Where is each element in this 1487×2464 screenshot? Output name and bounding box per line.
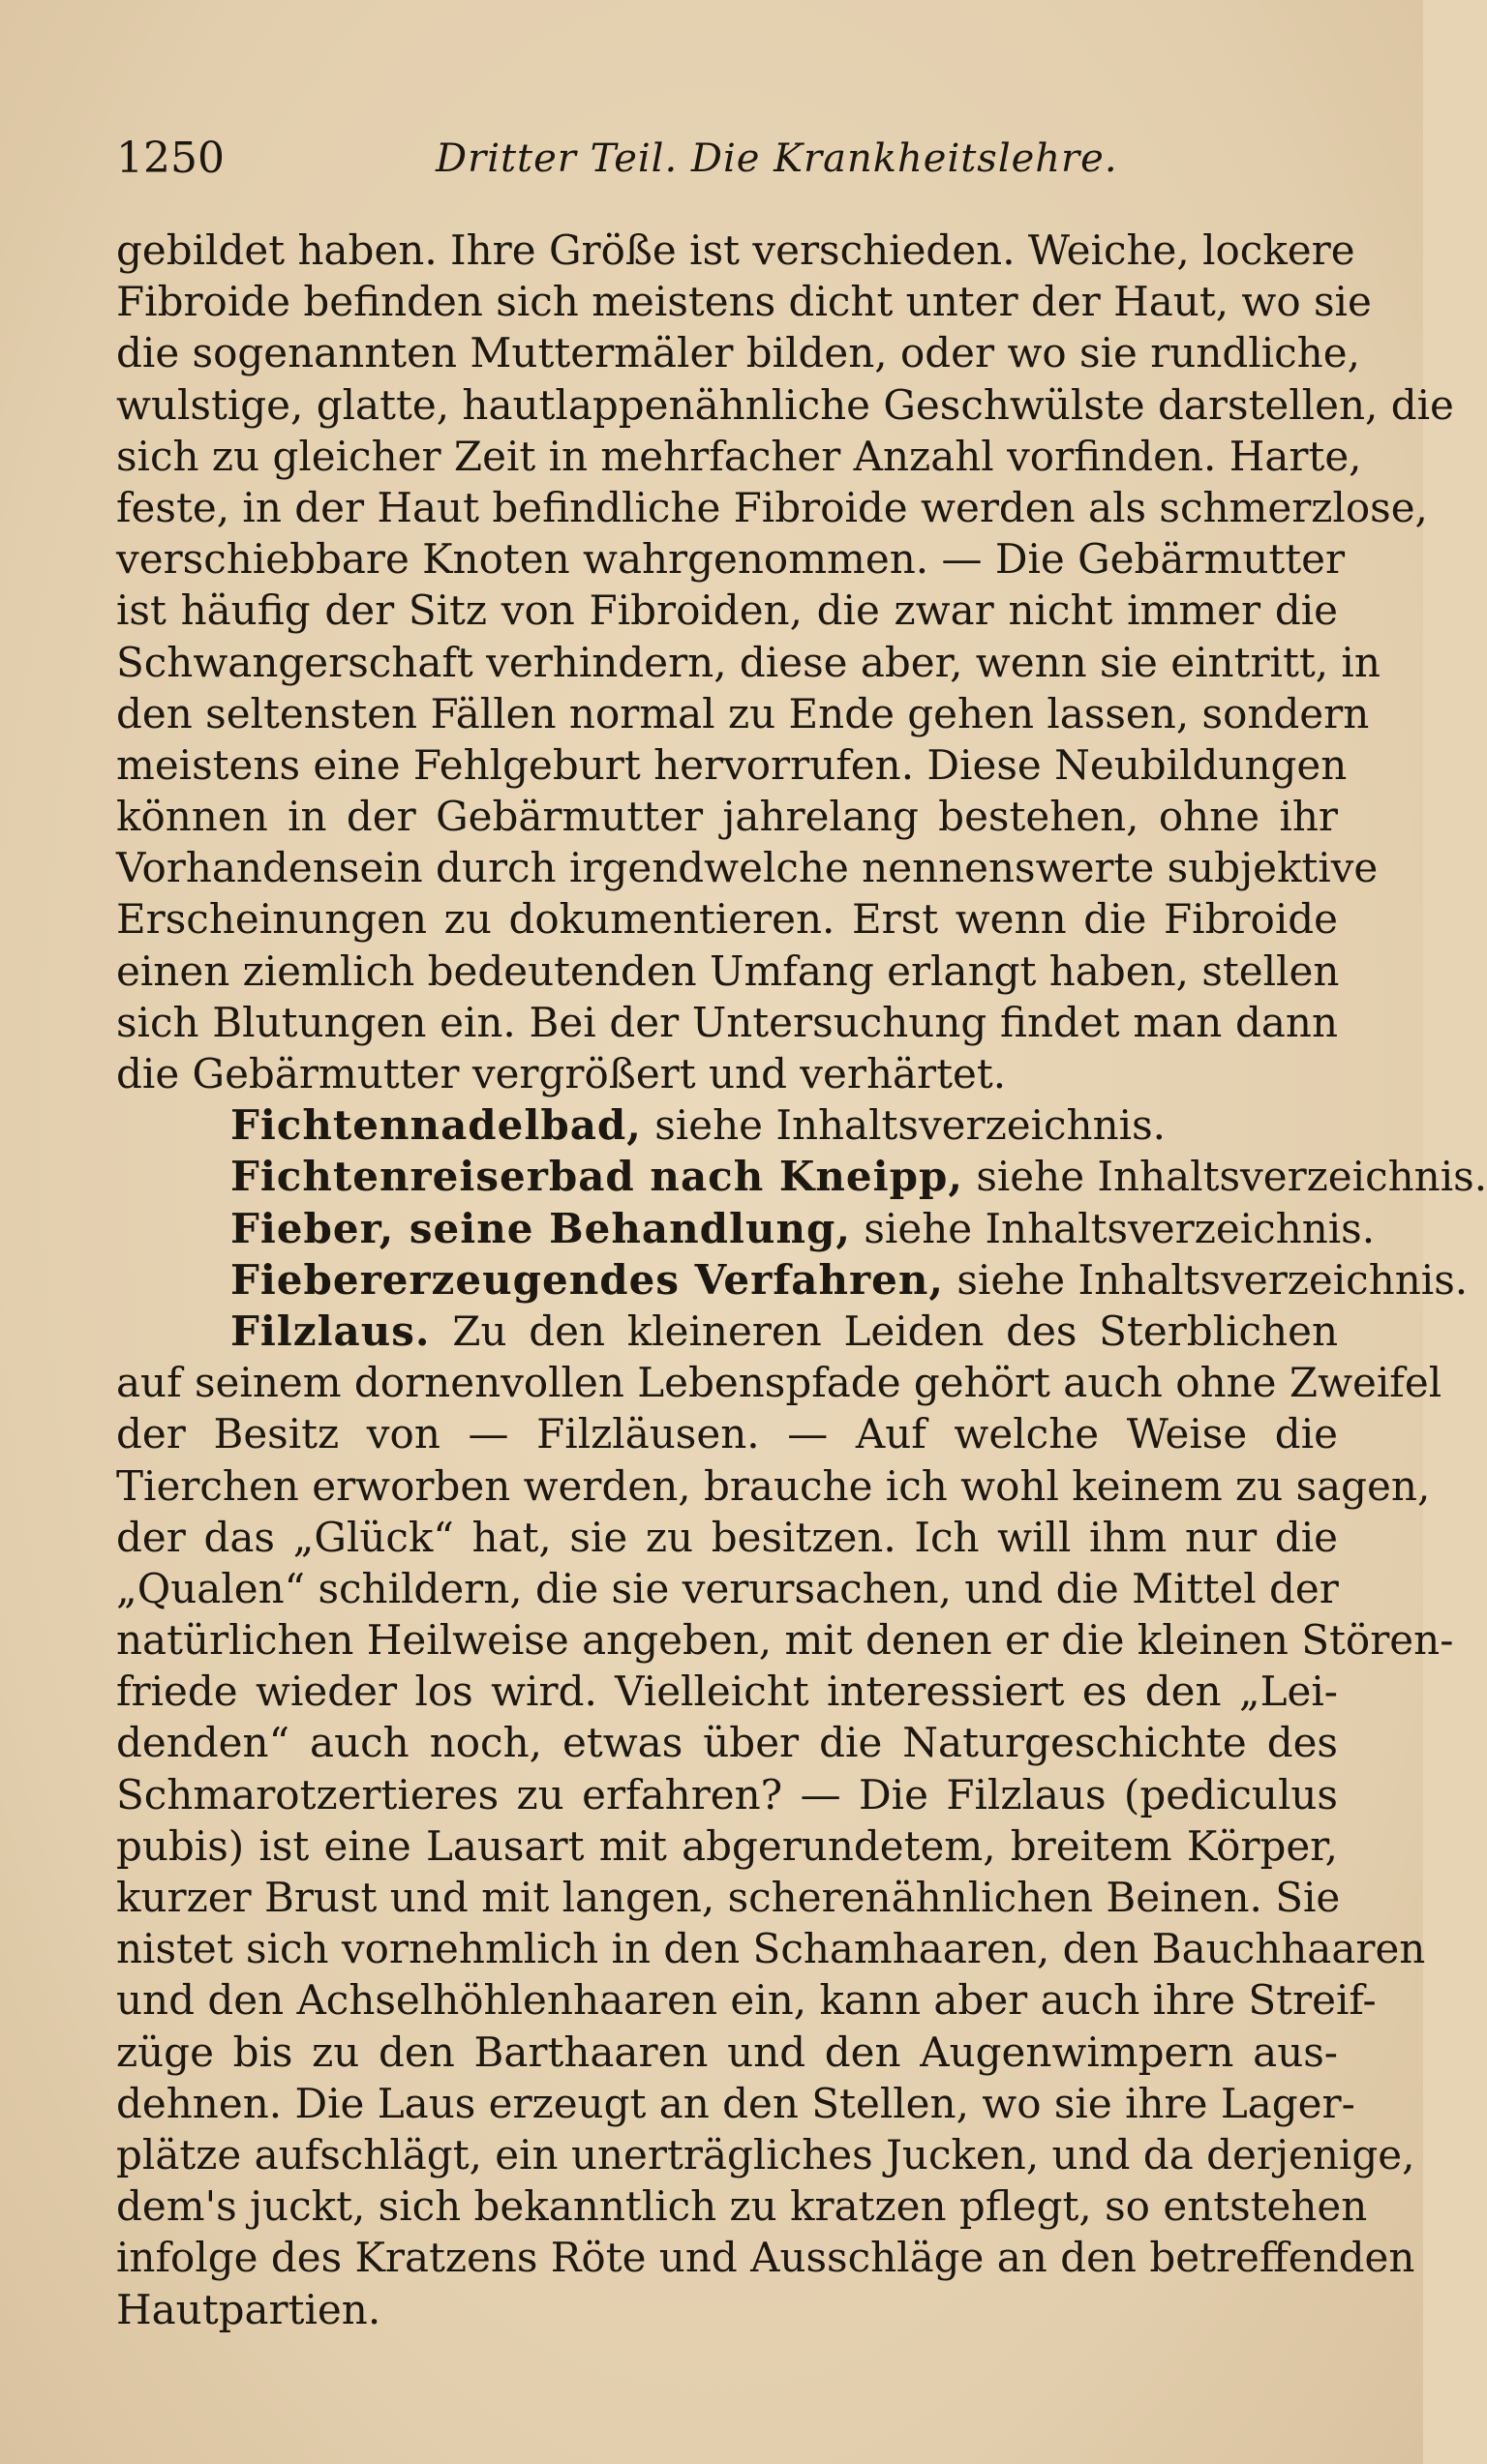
text-line: der Besitz von — Filzläusen. — Auf welche Weise die (116, 1410, 1338, 1458)
text-line: gebildet haben. Ihre Größe ist verschieden. Weiche, lockere (116, 226, 1355, 274)
entry-fieber (116, 1203, 1376, 1254)
entry-heading: Fieber, seine Behandlung, (230, 1204, 851, 1252)
text-line: können in der Gebärmutter jahrelang bestehen, ohne ihr (116, 793, 1338, 841)
text-line: wulstige, glatte, hautlappenähnliche Geschwülste darstellen, die (116, 380, 1454, 429)
entry-reference: siehe Inhaltsverzeichnis. (962, 1153, 1487, 1201)
text-line: Vorhandensein durch irgendwelche nennenswerte subjektive (116, 844, 1379, 892)
entry-reference: siehe Inhaltsverzeichnis. (944, 1255, 1469, 1304)
text-line: „Qualen“ schildern, die sie verursachen, und die Mittel der (116, 1564, 1339, 1612)
text-line: natürlichen Heilweise angeben, mit denen er die kleinen Stören- (116, 1616, 1454, 1665)
text-line: der das „Glück“ hat, sie zu besitzen. Ich will ihm nur die (116, 1513, 1338, 1561)
text-line: den seltensten Fällen normal zu Ende gehen lassen, sondern (116, 689, 1370, 737)
text-line: Hautpartien. (116, 2285, 381, 2333)
entry-heading: Fichtennadelbad, (230, 1101, 642, 1150)
page-number: 1250 (116, 134, 225, 183)
entry-filzlaus (116, 1306, 1338, 1357)
entry-fiebererzeugendes-verfahren (116, 1254, 1469, 1306)
text-line: Schwangerschaft verhindern, diese aber, wenn sie eintritt, in (116, 638, 1381, 686)
text-line: denden“ auch noch, etwas über die Naturgeschichte des (116, 1719, 1338, 1767)
text-line: verschiebbare Knoten wahrgenommen. — Die Gebärmutter (116, 535, 1346, 584)
entry-heading: Fiebererzeugendes Verfahren, (230, 1255, 945, 1304)
text-line: Schmarotzertieres zu erfahren? — Die Filzlaus (pediculus (116, 1770, 1338, 1818)
text-line: einen ziemlich bedeutenden Umfang erlangt haben, stellen (116, 947, 1340, 995)
text-line: Zu den kleineren Leiden des Sterblichen (430, 1307, 1338, 1355)
entry-reference: siehe Inhaltsverzeichnis. (851, 1204, 1376, 1252)
text-line: und den Achselhöhlenhaaren ein, kann aber auch ihre Streif- (116, 1976, 1377, 2025)
entry-reference: siehe Inhaltsverzeichnis. (641, 1101, 1166, 1150)
text-line: sich Blutungen ein. Bei der Untersuchung findet man dann (116, 998, 1338, 1046)
text-line: die sogenannten Muttermäler bilden, oder wo sie rundliche, (116, 329, 1360, 377)
text-line: infolge des Kratzens Röte und Ausschläge an den betreffenden (116, 2234, 1415, 2282)
text-line: dehnen. Die Laus erzeugt an den Stellen, wo sie ihre Lager- (116, 2079, 1355, 2127)
text-line: feste, in der Haut befindliche Fibroide werden als schmerzlose, (116, 483, 1428, 531)
text-line: Fibroide befinden sich meistens dicht unter der Haut, wo sie (116, 278, 1372, 326)
text-line: friede wieder los wird. Vielleicht interessiert es den „Lei- (116, 1668, 1338, 1716)
page-body (116, 225, 1487, 2335)
text-line: Erscheinungen zu dokumentieren. Erst wenn die Fibroide (116, 895, 1338, 944)
text-line: sich zu gleicher Zeit in mehrfacher Anzahl vorfinden. Harte, (116, 432, 1362, 480)
entry-heading: Fichtenreiserbad nach Kneipp, (230, 1153, 963, 1201)
running-head: Dritter Teil. Die Krankheitslehre. (436, 136, 1118, 181)
text-line: auf seinem dornenvollen Lebenspfade gehört auch ohne Zweifel (116, 1359, 1442, 1407)
text-line: züge bis zu den Barthaaren und den Augenwimpern aus- (116, 2028, 1338, 2076)
page-header (116, 130, 1338, 188)
text-line: meistens eine Fehlgeburt hervorrufen. Diese Neubildungen (116, 740, 1348, 789)
entry-fichtennadelbad (116, 1099, 1338, 1151)
text-line: kurzer Brust und mit langen, scherenähnlichen Beinen. Sie (116, 1874, 1341, 1921)
entry-fichtenreiserbad (116, 1151, 1487, 1202)
text-line: dem's juckt, sich bekanntlich zu kratzen pflegt, so entstehen (116, 2182, 1368, 2231)
text-line: nistet sich vornehmlich in den Schamhaaren, den Bauchhaaren (116, 1925, 1426, 1973)
text-line: pubis) ist eine Lausart mit abgerundetem, breitem Körper, (116, 1821, 1338, 1870)
text-line: die Gebärmutter vergrößert und verhärtet. (116, 1050, 1007, 1097)
entry-heading: Filzlaus. (230, 1307, 431, 1355)
text-line: plätze aufschlägt, ein unerträgliches Jucken, und da derjenige, (116, 2130, 1415, 2179)
text-line: Tierchen erworben werden, brauche ich wohl keinem zu sagen, (116, 1461, 1431, 1510)
text-line: ist häufig der Sitz von Fibroiden, die zwar nicht immer die (116, 586, 1338, 635)
